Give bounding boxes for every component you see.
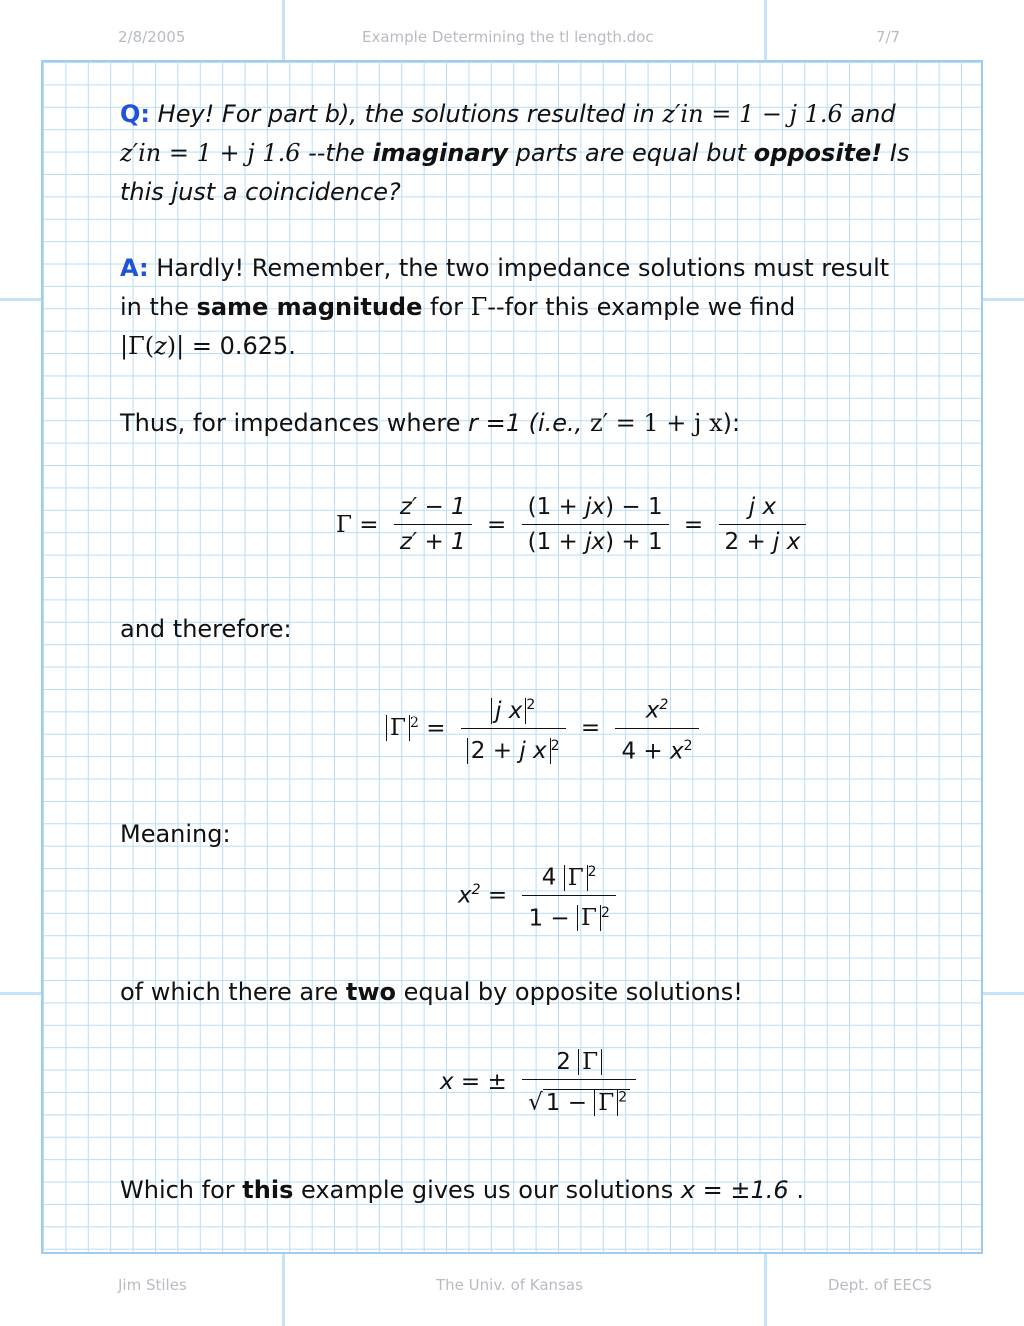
header-filename: Example Determining the tl length.doc	[362, 28, 654, 46]
answer-label: A:	[120, 254, 149, 282]
final-text-d: .	[788, 1176, 804, 1204]
footer-university: The Univ. of Kansas	[436, 1276, 583, 1294]
opposite-word: opposite!	[753, 139, 883, 167]
footer-dept: Dept. of EECS	[828, 1276, 932, 1294]
zin-plus: z′in = 1 + j 1.6	[120, 139, 301, 167]
answer-text-2c: --for this example we find	[487, 293, 796, 321]
two-text-a: of which there are	[120, 978, 346, 1006]
x-equation: x = ± $\frac{2 \Gamma}{√ 1 - \Gamma ^2}$	[432, 1045, 636, 1120]
gamma-abs: |Γ(z)|	[120, 332, 185, 360]
question-paragraph	[120, 95, 930, 212]
footer-author: Jim Stiles	[118, 1276, 187, 1294]
document-body	[120, 95, 930, 443]
z-prime-expr: z′ = 1 + j x	[589, 409, 723, 437]
and-therefore-text: and therefore:	[120, 615, 292, 643]
thus-end: ):	[722, 409, 741, 437]
thus-text: Thus, for impedances where	[120, 409, 469, 437]
answer-paragraph	[120, 249, 930, 366]
question-text-3: this just a coincidence?	[120, 178, 401, 206]
question-text-2c: Is	[882, 139, 910, 167]
gamma-equation: Γ = $\frac{z' - 1}{z' + 1}$ = $\frac{(1 + jx) - 1}{(1 + jx) + 1}$ = $\frac{\text{j x}}{\text{2 + j x}}$	[328, 490, 806, 559]
question-text-2: --the	[300, 139, 373, 167]
meaning-text: Meaning:	[120, 820, 231, 848]
two-text-c: equal by opposite solutions!	[396, 978, 743, 1006]
final-text-a: Which for	[120, 1176, 243, 1204]
question-label: Q:	[120, 100, 150, 128]
two-solutions-text	[120, 973, 743, 1012]
imaginary-word: imaginary	[372, 139, 509, 167]
question-text-1: Hey! For part b), the solutions resulted in	[157, 100, 663, 128]
x-squared-equation: $x^2$ = $\frac{4 \Gamma ^2}{1 - \Gamma ^2}$	[450, 855, 616, 935]
question-text-1b: and	[842, 100, 896, 128]
thus-r: r =1 (i.e.,	[468, 409, 590, 437]
answer-text-2b: for	[422, 293, 471, 321]
gamma-squared-equation: Γ $^2$ = $\frac{j x ^2}{2 + j x ^2}$ = $\frac{x^2}{4 + x^2}$	[378, 688, 699, 768]
same-magnitude-phrase: same magnitude	[196, 293, 423, 321]
answer-text-1: Hardly! Remember, the two impedance solutions must result	[148, 254, 890, 282]
zin-minus: z′in = 1 − j 1.6	[662, 100, 843, 128]
header-page: 7/7	[876, 28, 901, 46]
gamma-value: = 0.625.	[191, 332, 296, 360]
this-word: this	[242, 1176, 294, 1204]
thus-paragraph	[120, 404, 930, 443]
question-text-2b: parts are equal but	[508, 139, 754, 167]
header-date: 2/8/2005	[118, 28, 186, 46]
gamma-symbol: Γ	[470, 293, 488, 321]
answer-text-2a: in the	[120, 293, 197, 321]
x-solution: x = ±1.6	[680, 1176, 789, 1204]
final-text	[120, 1171, 804, 1210]
two-word: two	[345, 978, 397, 1006]
final-text-c: example gives us our solutions	[293, 1176, 681, 1204]
